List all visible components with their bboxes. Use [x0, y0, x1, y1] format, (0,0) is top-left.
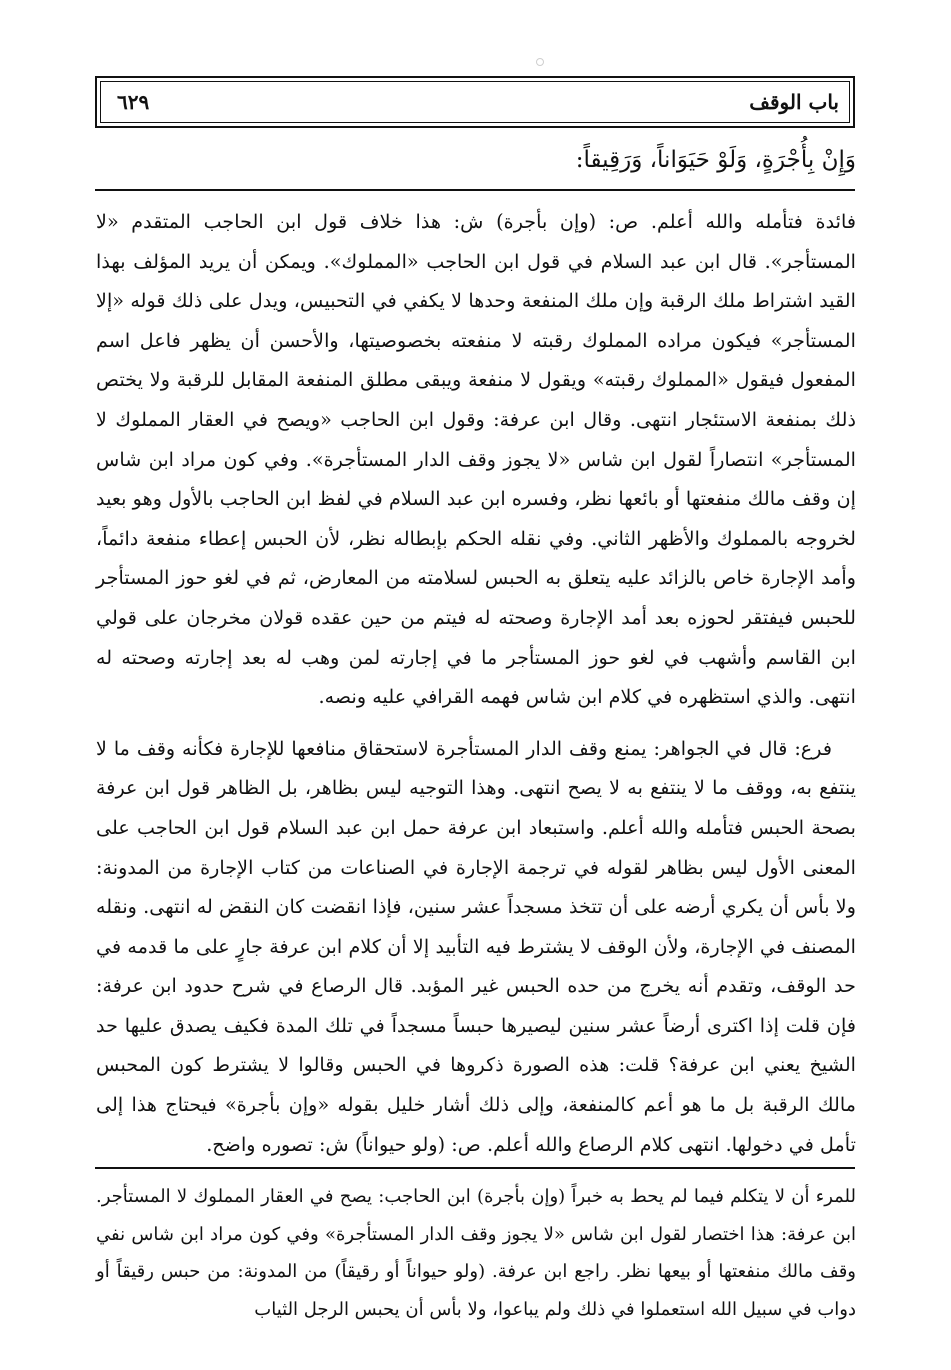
commentary-paragraph: فائدة فتأمله والله أعلم. ص: (وإن بأجرة) ش: هذا خلاف قول ابن الحاجب المتقدم «لا المستأجر». قال ابن عبد السلام في قول ابن الحاجب «المملوك». ويمكن أن يريد المؤلف بهذا القيد اشتراط ملك الرقبة وإن ملك المنفعة وحدها لا يكفي في التحبيس، ويدل على ذلك قوله «إلا المستأجر» فيكون مراده المملوك رقبته لا منفعته بخصوصيتها، والأحسن أن يظهر فاعل اسم المفعول فيقول «المملوك رقبته» ويقول لا منفعة ويبقى مطلق المنفعة المقابل للرقبة ولا يختص ذلك بمنفعة الاستئجار انتهى. وقال ابن عرفة: وقول ابن الحاجب «ويصح في العقار المملوك لا المستأجر» انتصاراً لقول ابن شاس «لا يجوز وقف الدار المستأجرة». وفي كون مراد ابن شاس إن وقف مالك منفعتها أو بائعها نظر، وفسره ابن عبد السلام في لفظ ابن الحاجب بالأول وهو بعيد لخروجه بالمملوك والأظهر الثاني. وفي نقله الحكم بإبطاله نظر، لأن الحبس إعطاء منفعة دائماً، وأمد الإجارة خاص بالزائد عليه يتعلق به الحبس لسلامته من المعارض، ثم في لغو حوز المستأجر للحبس فيفتقر لحوزه بعد أمد الإجارة وصحته له فيتم من حين عقده قولان مخرجان على قولي ابن القاسم وأشهب في لغو حوز المستأجر ما في إجارته لمن وهب له بعد إجارته وصحته له انتهى. والذي استظهره في كلام ابن شاس فهمه القرافي عليه ونصه.: [96, 210, 856, 709]
commentary-body: [96, 202, 856, 1164]
footnote-divider: [95, 1167, 855, 1169]
running-header: [95, 76, 855, 128]
paper-speck: [536, 58, 544, 66]
page-number: ٦٢٩: [117, 90, 150, 114]
commentary-paragraph: فرع: قال في الجواهر: يمنع وقف الدار المستأجرة لاستحقاق منافعها للإجارة فكأنه وقف ما لا ينتفع به، ووقف ما لا ينتفع به لا يصح انتهى. وهذا التوجيه ليس بظاهر، بل الظاهر قول ابن عرفة بصحة الحبس فتأمله والله أعلم. واستبعاد ابن عرفة حمل ابن عبد السلام قول ابن الحاجب على المعنى الأول ليس بظاهر لقوله في ترجمة الإجارة في الصناعات من كتاب الإجارة من المدونة: ولا بأس أن يكري أرضه على أن تتخذ مسجداً عشر سنين، فإذا انقضت كان النقض له انتهى. ونقله المصنف في الإجارة، ولأن الوقف لا يشترط فيه التأبيد إلا أن كلام ابن عرفة جارٍ على ما قدمه في حد الوقف، وتقدم أنه يخرج من حده الحبس غير المؤبد. قال الرصاع في شرح حدود ابن عرفة: فإن قلت إذا اكترى أرضاً عشر سنين ليصيرها حبساً مسجداً في تلك المدة فكيف يصدق عليها حد الشيخ يعني ابن عرفة؟ قلت: هذه الصورة ذكروها في الحبس وقالوا لا يشترط كون المحبس مالك الرقبة بل ما هو أعم كالمنفعة، وإلى ذلك أشار خليل بقوله «وإن بأجرة» فيحتاج هذا إلى تأمل في دخولها. انتهى كلام الرصاع والله أعلم. ص: (ولو حيواناً) ش: تصوره واضح.: [96, 736, 856, 1156]
footnote-section: [96, 1178, 856, 1328]
footnote-text: للمرء أن لا يتكلم فيما لم يحط به خبراً (وإن بأجرة) ابن الحاجب: يصح في العقار المملوك لا المستأجر. ابن عرفة: هذا اختصار لقول ابن شاس «لا يجوز وقف الدار المستأجرة» وفي كون مراد ابن شاس نفي وقف مالك منفعتها أو بيعها نظر. راجع ابن عرفة. (ولو حيواناً أو رقيقاً) من المدونة: من حبس رقيقاً أو دواب في سبيل الله استعملوا في ذلك ولم يباعوا، ولا بأس أن يحبس الرجل الثياب: [96, 1186, 856, 1320]
matn-divider: [95, 189, 855, 191]
matn-text: وَإِنْ بِأُجْرَةٍ، وَلَوْ حَيَوَاناً، وَرَقِيقاً:: [575, 147, 856, 173]
chapter-title: باب الوقف: [749, 90, 839, 114]
